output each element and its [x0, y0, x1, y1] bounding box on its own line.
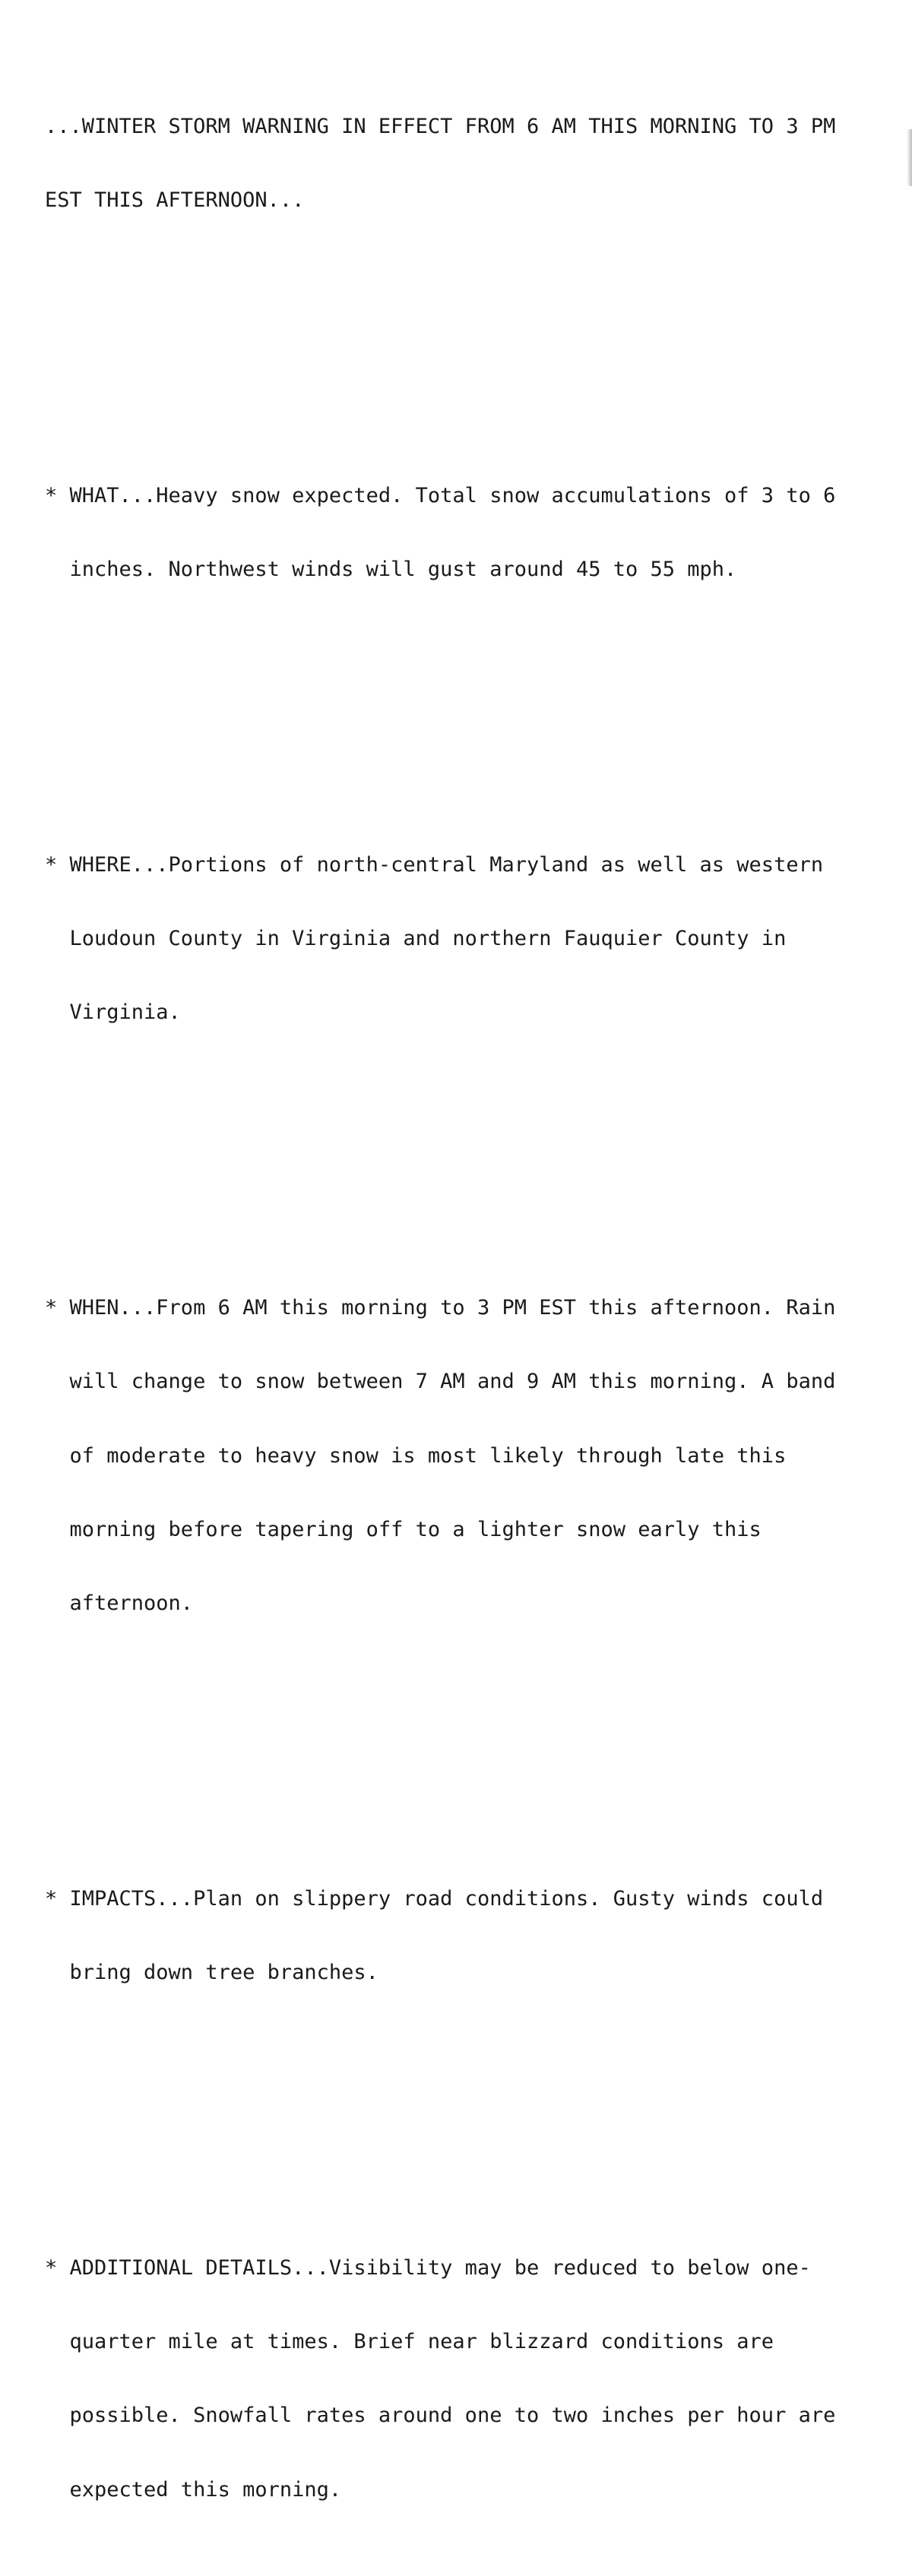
section-line: of moderate to heavy snow is most likely through late this [45, 1443, 787, 1468]
section-line: inches. Northwest winds will gust around 45 to 55 mph. [45, 557, 737, 581]
section-line: Virginia. [45, 1000, 181, 1025]
headline-line: ...WINTER STORM WARNING IN EFFECT FROM 6 AM THIS MORNING TO 3 PM [45, 114, 836, 138]
section-line: * WHAT...Heavy snow expected. Total snow accumulations of 3 to 6 [45, 483, 836, 507]
blank-line [45, 336, 881, 360]
scrollbar-thumb[interactable] [907, 129, 912, 186]
warning-text-document [45, 16, 881, 2576]
section-line: expected this morning. [45, 2477, 342, 2502]
headline-line: EST THIS AFTERNOON... [45, 188, 305, 212]
warning-headline [45, 65, 881, 262]
blank-line [45, 2108, 881, 2132]
section-line: * IMPACTS...Plan on slippery road conditions. Gusty winds could [45, 1886, 824, 1911]
section-line: * WHEN...From 6 AM this morning to 3 PM EST this afternoon. Rain [45, 1296, 836, 1320]
section-line: morning before tapering off to a lighter snow early this [45, 1517, 762, 1541]
section-line: bring down tree branches. [45, 1961, 378, 1985]
section-where [45, 804, 881, 1074]
section-line: possible. Snowfall rates around one to two inches per hour are [45, 2404, 836, 2428]
section-line: afternoon. [45, 1591, 194, 1615]
blank-line [45, 705, 881, 729]
blank-line [45, 1149, 881, 1173]
section-line: Loudoun County in Virginia and northern Fauquier County in [45, 927, 787, 950]
section-line: * WHERE...Portions of north-central Maryland as well as western [45, 852, 824, 877]
section-additional-details [45, 2207, 881, 2552]
section-what [45, 435, 881, 631]
section-line: will change to snow between 7 AM and 9 AM this morning. A band [45, 1370, 836, 1394]
section-when [45, 1247, 881, 1665]
section-impacts [45, 1838, 881, 2034]
section-line: quarter mile at times. Brief near blizzard conditions are [45, 2330, 774, 2354]
blank-line [45, 1739, 881, 1763]
section-line: * ADDITIONAL DETAILS...Visibility may be reduced to below one- [45, 2255, 811, 2280]
